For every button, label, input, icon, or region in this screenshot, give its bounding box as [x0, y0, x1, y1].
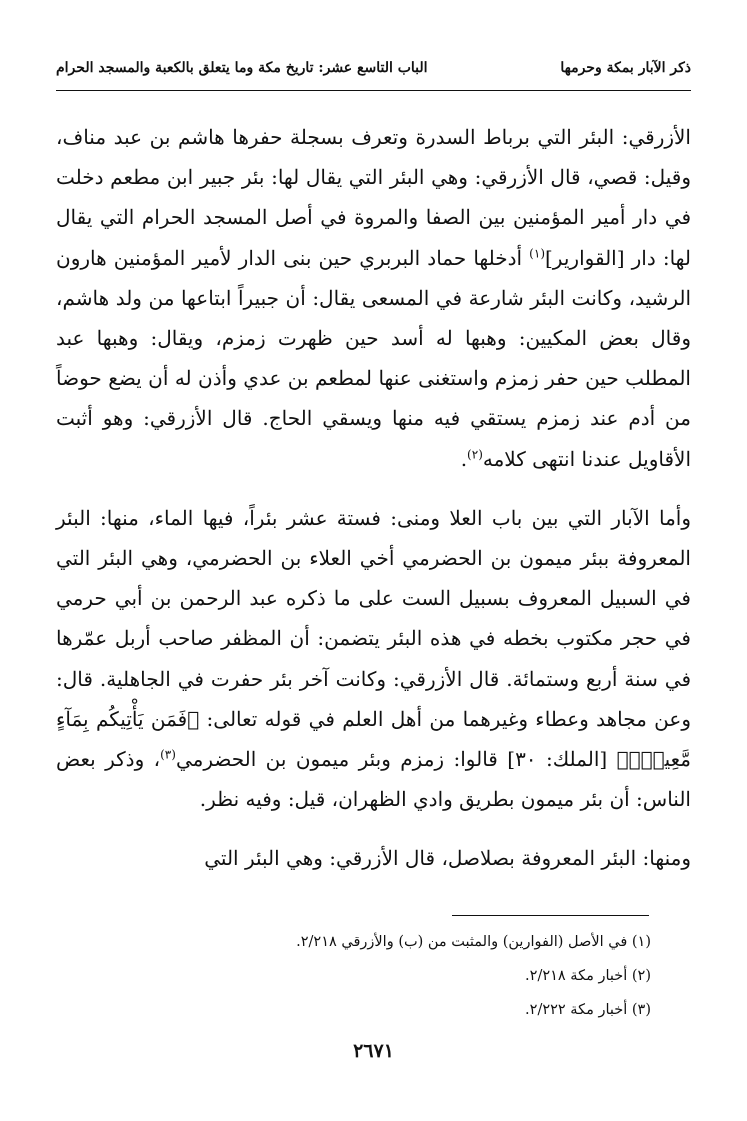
- paragraph-1-part-c: .: [460, 446, 468, 471]
- paragraph-3: ومنها: البئر المعروفة بصلاصل، قال الأزرقي: وهي البئر التي: [204, 846, 691, 871]
- footnote-ref-3[interactable]: (٣): [160, 747, 176, 762]
- footnote-separator: [452, 915, 649, 916]
- header-section-title: الباب التاسع عشر: تاريخ مكة وما يتعلق بالكعبة والمسجد الحرام: [56, 60, 428, 76]
- footnote-3: (٣) أخبار مكة ٢/٢٢٢.: [525, 1002, 651, 1018]
- header-chapter-title: ذكر الآبار بمكة وحرمها: [560, 60, 691, 76]
- footnote-2: (٢) أخبار مكة ٢/٢١٨.: [525, 968, 651, 984]
- footnote-ref-2[interactable]: (٢): [467, 446, 483, 461]
- main-text: [56, 117, 691, 898]
- running-header: [56, 50, 691, 91]
- paragraph-1-part-a: الأزرقي: البئر التي برباط السدرة وتعرف بسجلة حفرها هاشم بن عبد مناف، وقيل: قصي، قال الأزرقي: وهي البئر التي يقال لها: بئر جبير ابن مطعم دخلت في دار أمير المؤمنين بين الصفا والمروة في أصل المسجد الحرام التي يقال لها: دار [القوارير]: [56, 125, 691, 270]
- page-number: ٢٦٧١: [353, 1040, 394, 1062]
- footnote-1: (١) في الأصل (الفوارين) والمثبت من (ب) والأزرقي ٢/٢١٨.: [296, 934, 651, 950]
- paragraph-1-part-b: أدخلها حماد البربري حين بنى الدار لأمير المؤمنين هارون الرشيد، وكانت البئر شارعة في المسعى يقال: أن جبيراً ابتاعها من ولد هاشم، وقال بعض المكيين: وهبها له أسد حين ظهرت زمزم، ويقال: وهبها عبد المطلب حين حفر زمزم واستغنى عنها لمطعم بن عدي وأذن له أن يضع حوضاً من أدم عند زمزم يستقي فيه منها ويسقي الحاج. قال الأزرقي: وهو أثبت الأقاويل عندنا انتهى كلامه: [56, 245, 691, 471]
- paragraph-2-part-b: ، وذكر بعض الناس: أن بئر ميمون بطريق وادي الظهران، قيل: وفيه نظر.: [56, 747, 691, 812]
- paragraph-2: [56, 498, 691, 820]
- paragraph-2-part-a: وأما الآبار التي بين باب العلا ومنى: فستة عشر بئراً، فيها الماء، منها: البئر المعروفة ببئر ميمون بن الحضرمي أخي العلاء بن الحضرمي، وهي البئر التي في السبيل المعروف بسبيل الست على ما ذكره عبد الرحمن بن أبي حرمي في حجر مكتوب بخطه في هذه البئر يتضمن: أن المظفر صاحب أربل عمّرها في سنة أربع وستمائة. قال الأزرقي: وكانت آخر بئر حفرت في الجاهلية. قال: وعن مجاهد وعطاء وغيرهما من أهل العلم في قوله تعالى: ﴿فَمَن يَأْتِيكُم بِمَآءٍ مَّعِينٍۭ﴾ [الملك: ٣٠] قالوا: زمزم وبئر ميمون بن الحضرمي: [56, 505, 691, 772]
- paragraph-1: [56, 117, 691, 479]
- footnote-ref-1[interactable]: (١): [529, 245, 545, 260]
- footnotes: [56, 925, 651, 1027]
